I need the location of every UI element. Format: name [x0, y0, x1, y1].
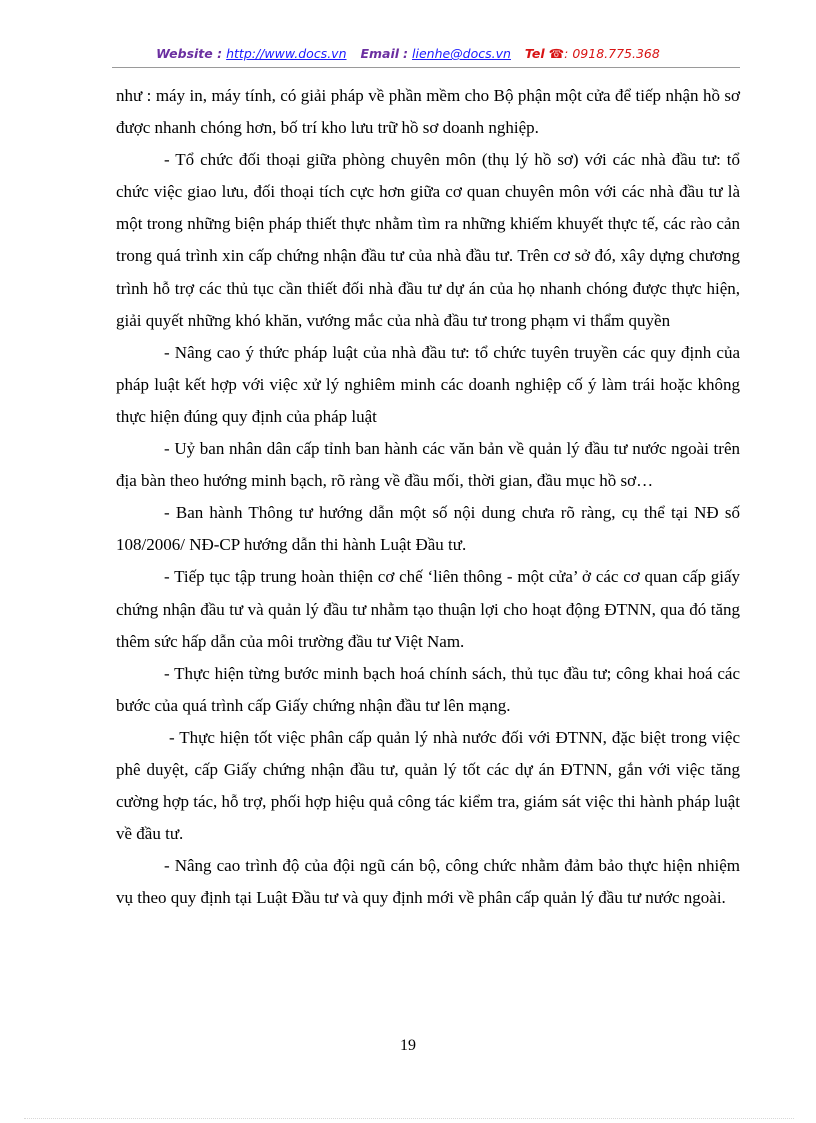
paragraph: - Ban hành Thông tư hướng dẫn một số nội dung chưa rõ ràng, cụ thể tại NĐ số 108/2006/ NĐ-CP hướng dẫn thi hành Luật Đầu tư. [116, 503, 740, 555]
paragraph: - Tiếp tục tập trung hoàn thiện cơ chế ‘liên thông - một cửa’ ở các cơ quan cấp giấy chứng nhận đầu tư và quản lý đầu tư nhằm tạo thuận lợi cho hoạt động ĐTNN, qua đó tăng thêm sức hấp dẫn của môi trường đầu tư Việt Nam. [116, 567, 740, 651]
paragraph: - Nâng cao trình độ của đội ngũ cán bộ, công chức nhằm đảm bảo thực hiện nhiệm vụ theo quy định tại Luật Đầu tư và quy định mới về phân cấp quản lý đầu tư nước ngoài. [116, 856, 740, 908]
paragraph: - Tổ chức đối thoại giữa phòng chuyên môn (thụ lý hồ sơ) với các nhà đầu tư: tổ chức việc giao lưu, đối thoại tích cực hơn giữa cơ quan chuyên môn với các nhà đầu tư là một trong những biện pháp thiết thực nhằm tìm ra những khiếm khuyết thực tế, các rào cản trong quá trình xin cấp chứng nhận đầu tư của nhà đầu tư. Trên cơ sở đó, xây dựng chương trình hỗ trợ các thủ tục cần thiết đối nhà đầu tư dự án của họ nhanh chóng được thực hiện, giải quyết những khó khăn, vướng mắc của nhà đầu tư trong phạm vi thẩm quyền [116, 150, 740, 330]
page-header [0, 46, 816, 61]
email-link[interactable]: lienhe@docs.vn [412, 46, 511, 61]
paragraph: như : máy in, máy tính, có giải pháp về phần mềm cho Bộ phận một cửa để tiếp nhận hồ sơ được nhanh chóng hơn, bố trí kho lưu trữ hồ sơ doanh nghiệp. [116, 86, 740, 138]
website-link[interactable]: http://www.docs.vn [226, 46, 347, 61]
page-bottom-border [24, 1118, 794, 1119]
paragraph: - Thực hiện tốt việc phân cấp quản lý nhà nước đối với ĐTNN, đặc biệt trong việc phê duyệt, cấp Giấy chứng nhận đầu tư, quản lý tốt các dự án ĐTNN, gắn với việc tăng cường hợp tác, hỗ trợ, phối hợp hiệu quả công tác kiểm tra, giám sát việc thi hành pháp luật về đầu tư. [116, 727, 740, 844]
page-number: 19 [400, 1037, 416, 1054]
phone-icon: ☎ [548, 46, 565, 61]
paragraph: - Thực hiện từng bước minh bạch hoá chính sách, thủ tục đầu tư; công khai hoá các bước của quá trình cấp Giấy chứng nhận đầu tư lên mạng. [116, 663, 740, 715]
document-body [116, 80, 740, 914]
email-label: Email [360, 46, 400, 61]
paragraph: - Nâng cao ý thức pháp luật của nhà đầu tư: tổ chức tuyên truyền các quy định của pháp luật kết hợp với việc xử lý nghiêm minh các doanh nghiệp cố ý làm trái hoặc không thực hiện đúng quy định của pháp luật [116, 342, 740, 426]
header-divider [112, 67, 740, 68]
paragraph: - Uỷ ban nhân dân cấp tỉnh ban hành các văn bản về quản lý đầu tư nước ngoài trên địa bàn theo hướng minh bạch, rõ ràng về đầu mối, thời gian, đầu mục hồ sơ… [116, 439, 740, 491]
email-colon: : [403, 46, 409, 61]
tel-label: Tel [524, 46, 545, 61]
website-label: Website : [156, 46, 223, 61]
tel-number: : 0918.775.368 [564, 46, 660, 61]
